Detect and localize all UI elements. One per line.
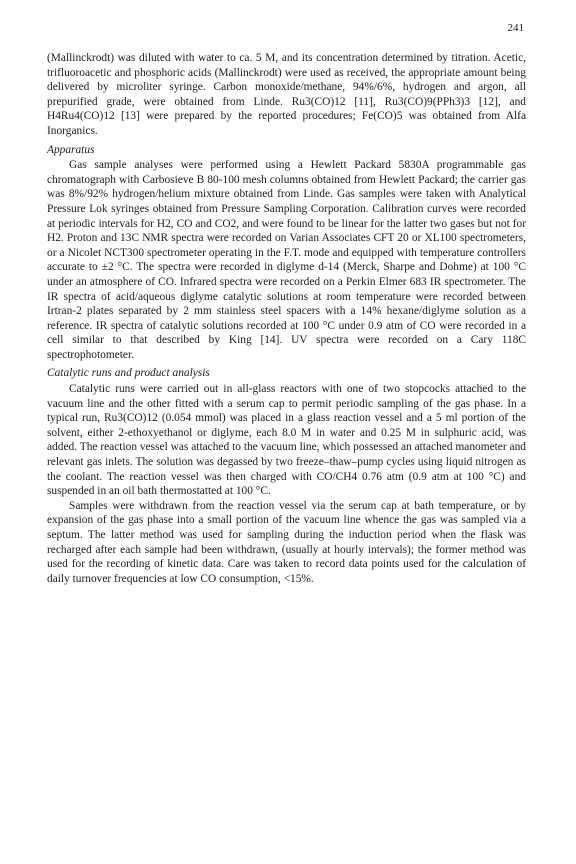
heading-apparatus: Apparatus <box>47 143 95 156</box>
apparatus-paragraph: Gas sample analyses were performed using a Hewlett Packard 5830A programmable gas chromatograph with Carbosieve B 80-100 mesh columns obtained from Hewlett Packard; the carrier gas was 8%/92% hydrogen/helium mixture obtained from Linde. Gas samples were taken with Analytical Pressure Lok syringes obtained from Pressure Sampling Corporation. Calibration curves were recorded at periodic intervals for H2, CO and CO2, and were found to be linear for the latter two gases but not for H2. Proton and 13C NMR spectra were recorded on Varian Associates CFT 20 or XL100 spectrometers, or a Nicolet NCT300 spectrometer operating in the F.T. mode and equipped with temperature controllers accurate to ±2 °C. The spectra were recorded in diglyme d-14 (Merck, Sharpe and Dohme) at 100 °C under an atmosphere of CO. Infrared spectra were recorded on a Perkin Elmer 683 IR spectrometer. The IR spectra of acid/aqueous diglyme catalytic solutions at room temperature were recorded between Irtran-2 plates separated by 2 mm stainless steel spacers with a 14% hexane/diglyme solution as a reference. IR spectra of catalytic solutions recorded at 100 °C under 0.9 atm of CO were recorded in a cell similar to that described by King [14]. UV spectra were recorded on a Cary 118C spectrophotometer. <box>47 159 526 361</box>
catalytic-paragraph-2: Samples were withdrawn from the reaction vessel via the serum cap at bath temperature, or by expansion of the gas phase into a small portion of the vacuum line whence the gas was sampled via a septum. The latter method was used for sampling during the induction period when the flask was recharged after each sample had been withdrawn, (usually at hourly intervals); the former method was used for the recording of kinetic data. Care was taken to record data points used for the calculation of daily turnover frequencies at low CO consumption, <15%. <box>47 499 526 585</box>
catalytic-paragraph-1: Catalytic runs were carried out in all-glass reactors with one of two stopcocks attached to the vacuum line and the other fitted with a serum cap to permit periodic sampling of the gas phase. In a typical run, Ru3(CO)12 (0.054 mmol) was placed in a glass reaction vessel and a 5 ml portion of the solvent, either 2-ethoxyethanol or diglyme, each 8.0 M in water and 0.25 M in sulphuric acid, was added. The reaction vessel was attached to the vacuum line, which possessed an attached manometer and relevant gas inlets. The solution was degassed by two freeze–thaw–pump cycles using liquid nitrogen as the coolant. The reaction vessel was then charged with CO/CH4 0.76 atm (0.9 atm at 100 °C) and suspended in an oil bath thermostatted at 100 °C. <box>47 383 526 498</box>
heading-catalytic-runs: Catalytic runs and product analysis <box>47 367 210 380</box>
intro-paragraph: (Mallinckrodt) was diluted with water to ca. 5 M, and its concentration determined by titration. Acetic, trifluoroacetic and phosphoric acids (Mallinckrodt) were used as received, the appropriate amount being delivered by microliter syringe. Carbon monoxide/methane, 94%/6%, hydrogen and argon, all prepurified grade, were obtained from Linde. Ru3(CO)12 [11], Ru3(CO)9(PPh3)3 [12], and H4Ru4(CO)12 [13] were prepared by the reported procedures; Fe(CO)5 was obtained from Alfa Inorganics. <box>47 52 526 137</box>
page-body <box>47 51 526 586</box>
page-number: 241 <box>507 22 524 34</box>
